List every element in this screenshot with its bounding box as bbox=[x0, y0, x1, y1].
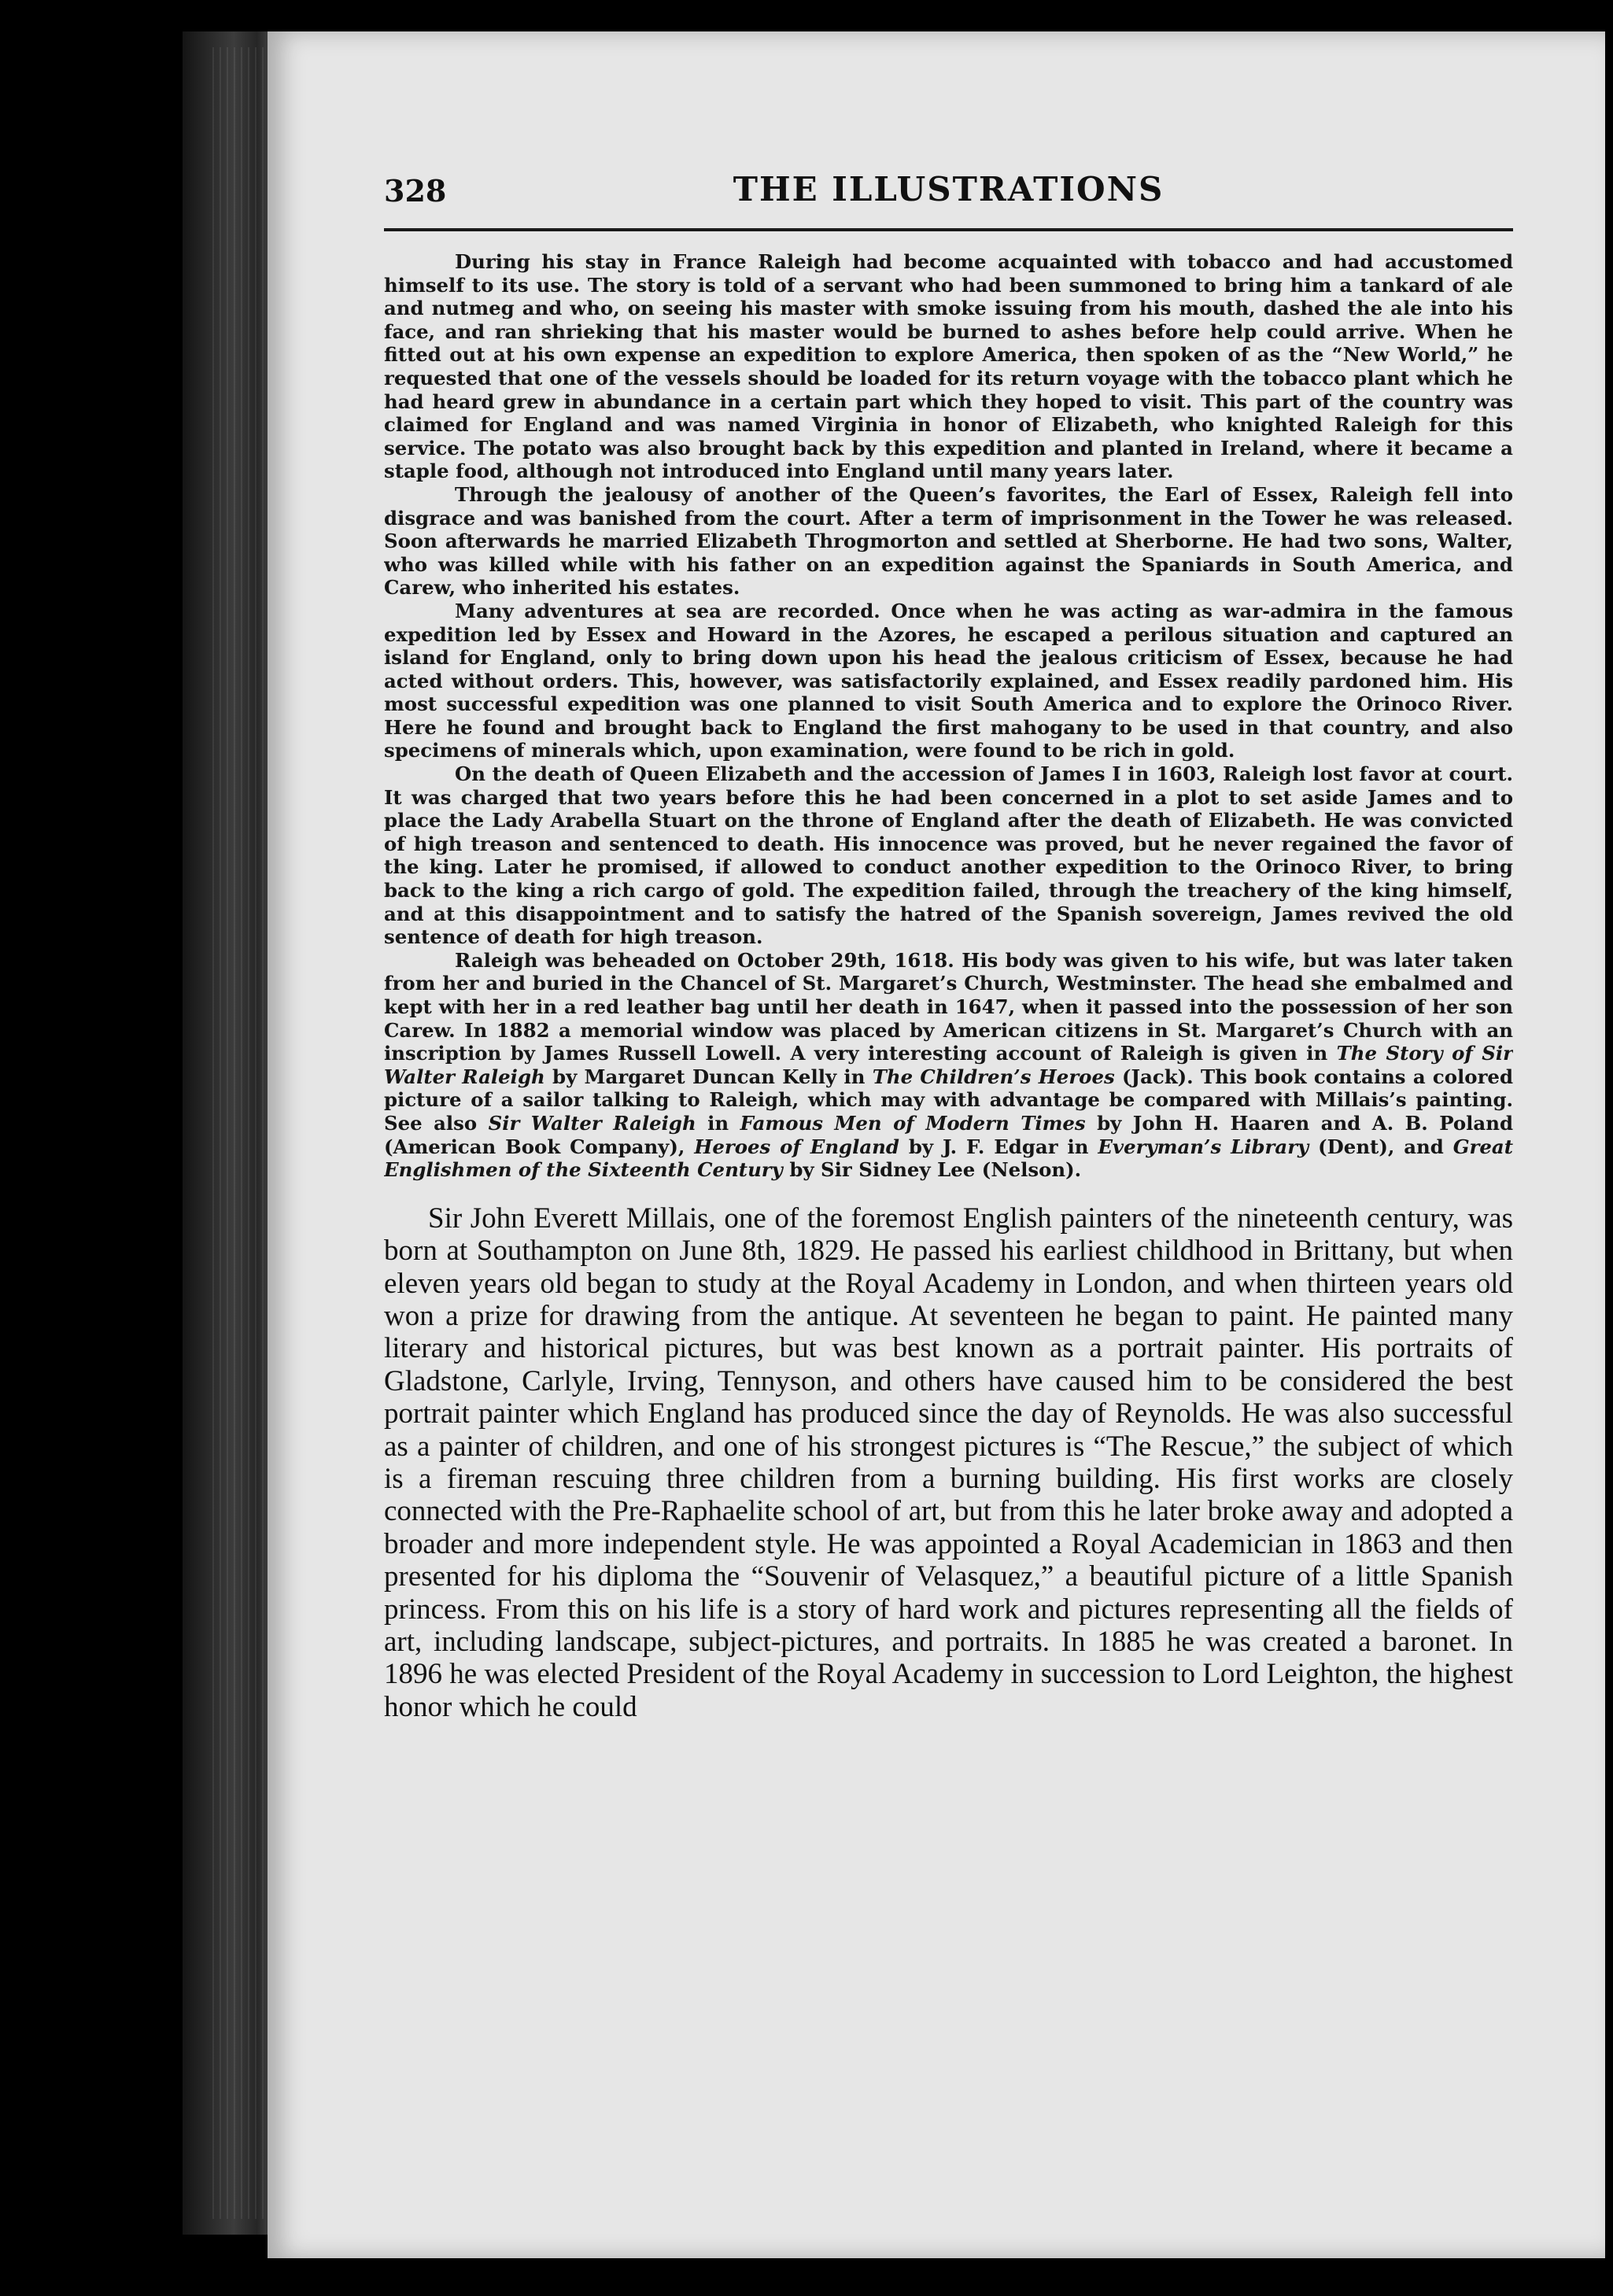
note-paragraph-references bbox=[384, 949, 1513, 1182]
text-run: by Sir Sidney Lee (Nelson). bbox=[782, 1158, 1082, 1182]
text-run: by Margaret Duncan Kelly in bbox=[544, 1065, 873, 1088]
text-run: Raleigh was beheaded on October 29th, 1618. His body was given to his wife, but was later taken from her and buried in the Chancel of St. Margaret’s Church, Westminster. The head she embalmed and kept with her in a red leather bag until her death in 1647, when it passed into the possession of her son Carew. In 1882 a memorial window was placed by American citizens in St. Margaret’s Church with an inscription by James Russell Lowell. A very interesting account of Raleigh is given in bbox=[384, 948, 1513, 1065]
note-paragraph: Through the jealousy of another of the Queen’s favorites, the Earl of Essex, Raleigh fell into disgrace and was banished from the court. After a term of imprisonment in the Tower he was released. Soon afterwards he married Elizabeth Throgmorton and settled at Sherborne. He had two sons, Walter, who was killed while with his father on an expedition against the Spaniards in South America, and Carew, who inherited his estates. bbox=[384, 482, 1513, 600]
page bbox=[268, 31, 1605, 2258]
book-title: Sir Walter Raleigh bbox=[488, 1111, 696, 1135]
note-paragraph: On the death of Queen Elizabeth and the accession of James I in 1603, Raleigh lost favor at court. It was charged that two years before this he had been concerned in a plot to set aside James and to place the Lady Arabella Stuart on the throne of England after the death of Elizabeth. He was convicted of high treason and sentenced to death. His innocence was proved, but he never regained the favor of the king. Later he promised, if allowed to conduct another expedition to the Orinoco River, to bring back to the king a rich cargo of gold. The expedition failed, through the treachery of the king himself, and at this disappointment and to satisfy the hatred of the Spanish sovereign, James revived the old sentence of death for high treason. bbox=[384, 762, 1513, 949]
book-title: Famous Men of Modern Times bbox=[740, 1111, 1086, 1135]
page-edge-lines bbox=[212, 47, 268, 2219]
millais-paragraph: Sir John Everett Millais, one of the foremost English painters of the nineteenth century, was born at Southampton on June 8th, 1829. He passed his earliest childhood in Brittany, but when eleven years old began to study at the Royal Academy in London, and when thirteen years old won a prize for drawing from the antique. At seventeen he began to paint. He painted many literary and historical pictures, but was best known as a portrait painter. His portraits of Gladstone, Carlyle, Irving, Tennyson, and others have caused him to be considered the best portrait painter which England has produced since the day of Reynolds. He was also successful as a painter of children, and one of his strongest pictures is “The Rescue,” the subject of which is a fireman rescuing three children from a burning building. His first works are closely connected with the Pre-Raphaelite school of art, but from this he later broke away and adopted a broader and more independent style. He was appointed a Royal Academician in 1863 and then presented for his diploma the “Souvenir of Velasquez,” a beautiful picture of a little Spanish princess. From this on his life is a story of hard work and pictures representing all the fields of art, including landscape, subject-pictures, and portraits. In 1885 he was created a baronet. In 1896 he was elected President of the Royal Academy in succession to Lord Leighton, the highest honor which he could bbox=[384, 1202, 1513, 1723]
page-number: 328 bbox=[384, 173, 447, 209]
text-run: (Dent), and bbox=[1308, 1135, 1453, 1158]
note-paragraph: During his stay in France Raleigh had become acquainted with tobacco and had accustomed himself to its use. The story is told of a servant who had been summoned to bring him a tankard of ale and nutmeg and who, on seeing his master with smoke issuing from his mouth, dashed the ale into his face, and ran shrieking that his master would be burned to ashes before help could arrive. When he fitted out at his own expense an expedition to explore America, then spoken of as the “New World,” he requested that one of the vessels should be loaded for its return voyage with the tobacco plant which he had heard grew in abundance in a certain part which they hoped to visit. This part of the country was claimed for England and was named Virginia in honor of Elizabeth, who knighted Raleigh for this service. The potato was also brought back by this expedition and planted in Ireland, where it became a staple food, although not introduced into England until many years later. bbox=[384, 250, 1513, 483]
notes-section bbox=[384, 250, 1513, 1182]
page-header bbox=[384, 165, 1513, 231]
book-title: Great Englishmen of the Sixteenth Century bbox=[384, 1135, 1513, 1182]
book-title: Everyman’s Library bbox=[1098, 1135, 1309, 1158]
running-title: THE ILLUSTRATIONS bbox=[733, 170, 1165, 209]
note-paragraph: Many adventures at sea are recorded. Once when he was acting as war-admira in the famous expedition led by Essex and Howard in the Azores, he escaped a perilous situation and captured an island for England, only to bring down upon his head the jealous criticism of Essex, because he had acted without orders. This, however, was satisfactorily explained, and Essex readily pardoned him. His most successful expedition was one planned to visit South America and to explore the Orinoco River. Here he found and brought back to England the first mahogany to be used in that country, and also specimens of minerals which, upon examination, were found to be rich in gold. bbox=[384, 599, 1513, 762]
text-run: by J. F. Edgar in bbox=[899, 1135, 1098, 1158]
page-body bbox=[384, 250, 1513, 2052]
text-run: by John H. Haaren and A. B. Poland (American Book Company), bbox=[384, 1111, 1513, 1158]
book-title: The Story of Sir Walter Raleigh bbox=[384, 1042, 1513, 1088]
text-run: in bbox=[696, 1111, 740, 1135]
book-title: Heroes of England bbox=[694, 1135, 899, 1158]
book-title: The Children’s Heroes bbox=[872, 1065, 1115, 1088]
text-run: (Jack). This book contains a colored picture of a sailor talking to Raleigh, which may with advantage be compared with Millais’s painting. See also bbox=[384, 1065, 1513, 1135]
